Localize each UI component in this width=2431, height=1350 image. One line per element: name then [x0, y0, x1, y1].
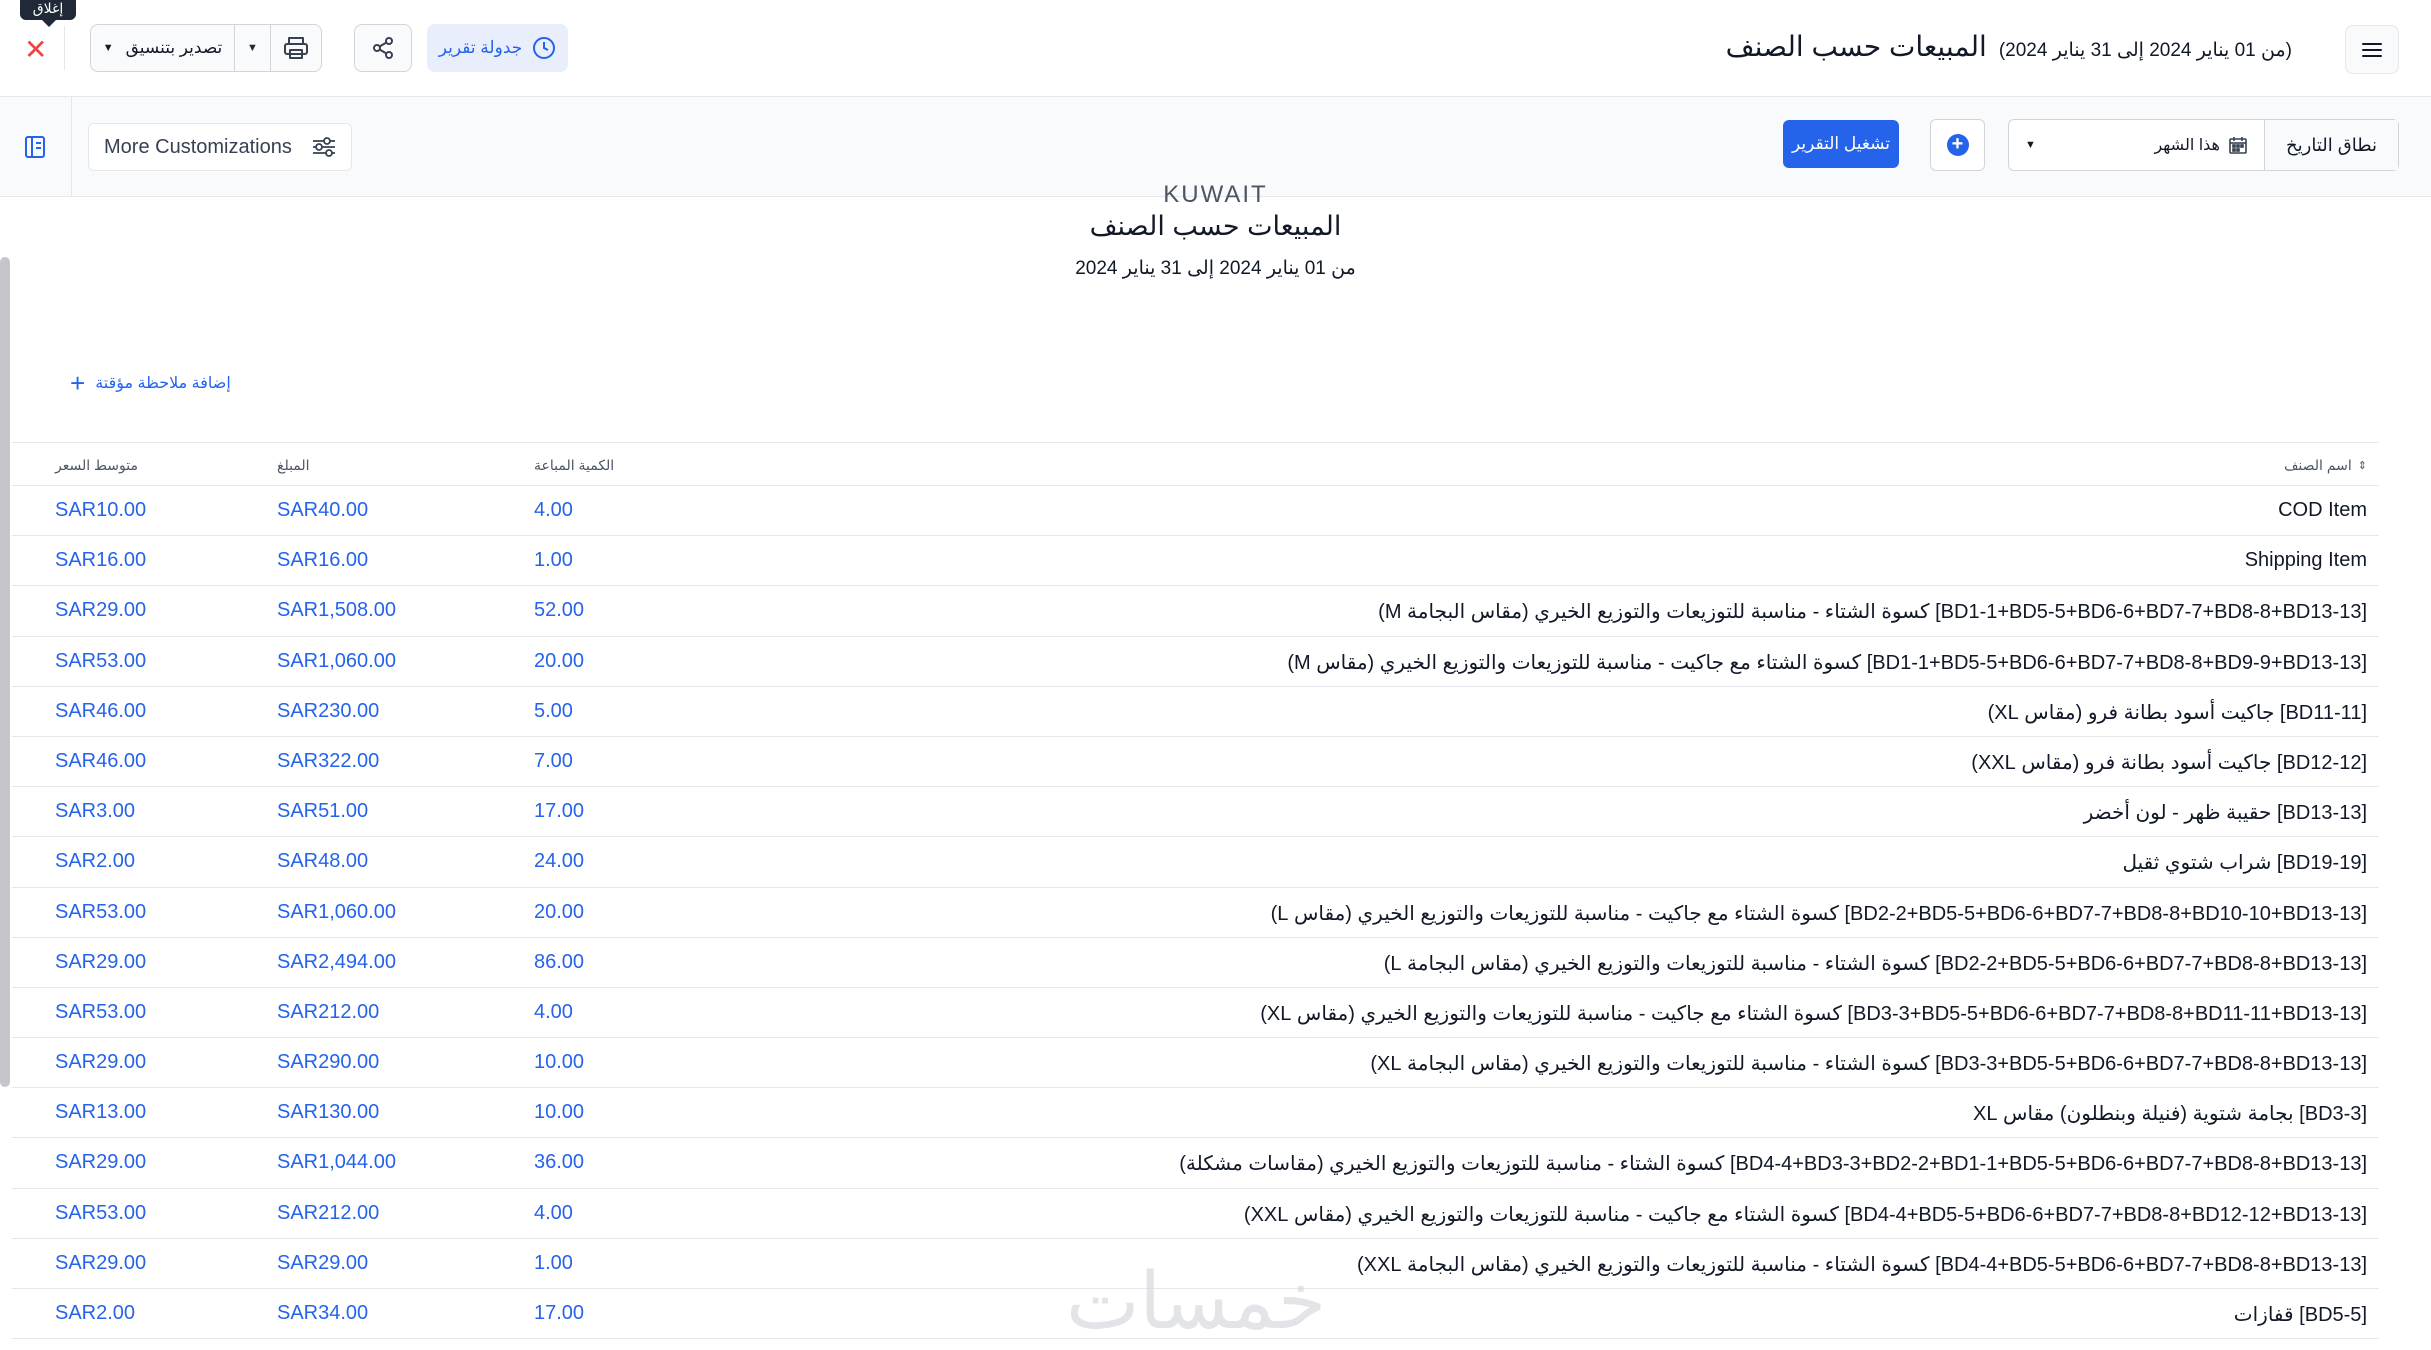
table-row: [12, 586, 2379, 636]
print-button[interactable]: [271, 25, 321, 71]
run-report-button[interactable]: تشغيل التقرير: [1783, 120, 1899, 168]
item-name-cell[interactable]: [BD2-2+BD5-5+BD6-6+BD7-7+BD8-8+BD13-13] كسوة الشتاء - مناسبة للتوزيعات والتوزيع الخيري (مقاس البجامة L): [1383, 952, 2367, 975]
scrollbar[interactable]: [0, 257, 10, 1087]
table-row: [12, 536, 2379, 586]
quantity-cell[interactable]: 7.00: [534, 749, 573, 772]
avg-price-cell[interactable]: SAR3.00: [55, 800, 136, 823]
amount-cell[interactable]: SAR51.00: [277, 800, 369, 823]
avg-price-cell[interactable]: SAR29.00: [55, 1151, 147, 1174]
quantity-cell[interactable]: 20.00: [534, 900, 585, 923]
menu-button[interactable]: [2345, 25, 2399, 74]
item-name-cell[interactable]: [BD1-1+BD5-5+BD6-6+BD7-7+BD8-8+BD13-13] كسوة الشتاء - مناسبة للتوزيعات والتوزيع الخيري (مقاس البجامة M): [1378, 601, 2367, 624]
report-date-range: من 01 يناير 2024 إلى 31 يناير 2024: [1075, 258, 1356, 279]
quantity-cell[interactable]: 86.00: [534, 950, 585, 973]
add-note-label: إضافة ملاحظة مؤقتة: [95, 375, 231, 392]
plus-icon: +: [70, 368, 86, 398]
avg-price-cell[interactable]: SAR53.00: [55, 1000, 147, 1023]
quantity-cell[interactable]: 4.00: [534, 1201, 573, 1224]
chevron-down-icon: ▼: [102, 42, 114, 54]
date-range-select[interactable]: [2009, 120, 2264, 170]
item-name-cell[interactable]: [BD12-12] جاكيت أسود بطانة فرو (مقاس XXL): [1971, 751, 2367, 774]
table-row: [12, 1088, 2379, 1138]
item-name-cell[interactable]: [BD4-4+BD3-3+BD2-2+BD1-1+BD5-5+BD6-6+BD7-7+BD8-8+BD13-13] كسوة الشتاء - مناسبة للتوزيعات والتوزيع الخيري (مقاسات مشكلة): [1179, 1153, 2367, 1176]
avg-price-cell[interactable]: SAR29.00: [55, 1251, 147, 1274]
date-range-value: هذا الشهر: [2154, 137, 2220, 154]
export-label: تصدير بتنسيق: [125, 38, 223, 57]
amount-cell[interactable]: SAR40.00: [277, 499, 369, 521]
avg-price-cell[interactable]: SAR29.00: [55, 599, 147, 622]
column-avg-price[interactable]: متوسط السعر: [55, 457, 138, 473]
amount-cell[interactable]: SAR322.00: [277, 749, 380, 772]
amount-cell[interactable]: SAR230.00: [277, 699, 380, 722]
add-temp-note-link[interactable]: [70, 370, 231, 396]
avg-price-cell[interactable]: SAR53.00: [55, 649, 147, 672]
avg-price-cell[interactable]: SAR46.00: [55, 699, 147, 722]
amount-cell[interactable]: SAR1,044.00: [277, 1151, 396, 1174]
amount-cell[interactable]: SAR16.00: [277, 549, 369, 572]
report-body: [0, 181, 2431, 1350]
table-row: [12, 988, 2379, 1038]
report-title: المبيعات حسب الصنف: [1089, 211, 1342, 241]
table-row: [12, 737, 2379, 787]
amount-cell[interactable]: SAR34.00: [277, 1302, 369, 1324]
more-customizations-button[interactable]: [88, 123, 352, 171]
table-row: [12, 1138, 2379, 1188]
sliders-icon: [311, 135, 337, 159]
amount-cell[interactable]: SAR130.00: [277, 1101, 380, 1124]
hamburger-icon: [2362, 43, 2382, 57]
quantity-cell[interactable]: 10.00: [534, 1101, 585, 1124]
avg-price-cell[interactable]: SAR29.00: [55, 1051, 147, 1074]
amount-cell[interactable]: SAR212.00: [277, 1000, 380, 1023]
print-options-dropdown[interactable]: [235, 25, 271, 71]
plus-circle-icon: +: [1947, 134, 1969, 156]
avg-price-cell[interactable]: SAR46.00: [55, 749, 147, 772]
amount-cell[interactable]: SAR1,508.00: [277, 599, 396, 622]
more-customizations-label: More Customizations: [104, 135, 292, 158]
amount-cell[interactable]: SAR212.00: [277, 1201, 380, 1224]
schedule-report-button[interactable]: [427, 24, 568, 72]
item-name-cell[interactable]: [BD11-11] جاكيت أسود بطانة فرو (مقاس XL): [1987, 701, 2367, 724]
report-header: [0, 0, 2431, 97]
column-amount[interactable]: المبلغ: [277, 457, 310, 473]
item-name-cell[interactable]: COD Item: [2278, 499, 2367, 521]
item-name-cell[interactable]: [BD13-13] حقيبة ظهر - لون أخضر: [2083, 802, 2367, 825]
column-item-name-label: اسم الصنف: [2283, 457, 2352, 473]
table-header: [12, 442, 2379, 486]
close-tooltip: إغلاق: [20, 0, 76, 20]
avg-price-cell[interactable]: SAR13.00: [55, 1101, 147, 1124]
table-row: [12, 787, 2379, 837]
quantity-cell[interactable]: 1.00: [534, 549, 573, 572]
company-name: KUWAIT: [1163, 181, 1268, 208]
chevron-down-icon: ▼: [247, 42, 258, 54]
quantity-cell[interactable]: 17.00: [534, 1302, 585, 1324]
amount-cell[interactable]: SAR48.00: [277, 850, 369, 873]
avg-price-cell[interactable]: SAR29.00: [55, 950, 147, 973]
report-table: [12, 442, 2379, 1339]
quantity-cell[interactable]: 24.00: [534, 850, 585, 873]
share-icon: [371, 36, 395, 60]
quantity-cell[interactable]: 1.00: [534, 1251, 573, 1274]
quantity-cell[interactable]: 17.00: [534, 800, 585, 823]
table-row: [12, 837, 2379, 887]
date-range-label: نطاق التاريخ: [2264, 120, 2398, 170]
amount-cell[interactable]: SAR29.00: [277, 1251, 369, 1274]
avg-price-cell[interactable]: SAR2.00: [55, 850, 136, 873]
export-button-group: [90, 24, 322, 72]
amount-cell[interactable]: SAR1,060.00: [277, 900, 396, 923]
item-name-cell[interactable]: [BD4-4+BD5-5+BD6-6+BD7-7+BD8-8+BD12-12+BD13-13] كسوة الشتاء مع جاكيت - مناسبة للتوزيعات والتوزيع الخيري (مقاس XXL): [1243, 1203, 2367, 1226]
calendar-icon: [2228, 135, 2248, 155]
item-name-cell[interactable]: [BD3-3+BD5-5+BD6-6+BD7-7+BD8-8+BD11-11+BD13-13] كسوة الشتاء مع جاكيت - مناسبة للتوزيعات والتوزيع الخيري (مقاس XL): [1260, 1002, 2367, 1025]
schedule-label: جدولة تقرير: [438, 38, 523, 57]
quantity-cell[interactable]: 20.00: [534, 649, 585, 672]
add-filter-button[interactable]: [1930, 119, 1985, 171]
column-quantity[interactable]: الكمية المباعة: [534, 457, 615, 473]
quantity-cell[interactable]: 10.00: [534, 1051, 585, 1074]
avg-price-cell[interactable]: SAR16.00: [55, 549, 147, 572]
item-name-cell[interactable]: [BD19-19] شراب شتوي ثقيل: [2122, 852, 2367, 875]
table-row: [12, 637, 2379, 687]
avg-price-cell[interactable]: SAR10.00: [55, 499, 147, 521]
table-row: [12, 1038, 2379, 1088]
share-button[interactable]: [354, 24, 412, 72]
table-row: [12, 888, 2379, 938]
header-title-block: [1726, 30, 2292, 63]
amount-cell[interactable]: SAR290.00: [277, 1051, 380, 1074]
quantity-cell[interactable]: 4.00: [534, 499, 573, 521]
item-name-cell[interactable]: [BD3-3] بجامة شتوية (فنيلة وبنطلون) مقاس XL: [1973, 1103, 2367, 1126]
page-date-range: (من 01 يناير 2024 إلى 31 يناير 2024): [1998, 40, 2292, 61]
table-row: [12, 938, 2379, 988]
chevron-down-icon: ▼: [2025, 139, 2036, 151]
clock-icon: [532, 36, 556, 60]
divider: [64, 26, 65, 70]
table-row: [12, 1189, 2379, 1239]
page-title: المبيعات حسب الصنف: [1725, 31, 1987, 62]
quantity-cell[interactable]: 52.00: [534, 599, 585, 622]
watermark-logo: خمسات: [1066, 1257, 1327, 1347]
quantity-cell[interactable]: 4.00: [534, 1000, 573, 1023]
quantity-cell[interactable]: 36.00: [534, 1151, 585, 1174]
avg-price-cell[interactable]: SAR53.00: [55, 900, 147, 923]
avg-price-cell[interactable]: SAR2.00: [55, 1302, 136, 1324]
item-name-cell[interactable]: [BD3-3+BD5-5+BD6-6+BD7-7+BD8-8+BD13-13] كسوة الشتاء - مناسبة للتوزيعات والتوزيع الخيري (مقاس البجامة XL): [1370, 1053, 2367, 1076]
table-row: [12, 687, 2379, 737]
sort-icon: ⇕: [2357, 460, 2367, 472]
quantity-cell[interactable]: 5.00: [534, 699, 573, 722]
amount-cell[interactable]: SAR2,494.00: [277, 950, 396, 973]
sidebar-panel-icon: [23, 134, 49, 160]
avg-price-cell[interactable]: SAR53.00: [55, 1201, 147, 1224]
item-name-cell[interactable]: Shipping Item: [2244, 549, 2367, 572]
item-name-cell[interactable]: [BD2-2+BD5-5+BD6-6+BD7-7+BD8-8+BD10-10+BD13-13] كسوة الشتاء مع جاكيت - مناسبة للتوزيعات والتوزيع الخيري (مقاس L): [1270, 902, 2367, 925]
close-icon[interactable]: ✕: [24, 34, 48, 65]
printer-icon: [283, 36, 309, 60]
item-name-cell[interactable]: [BD1-1+BD5-5+BD6-6+BD7-7+BD8-8+BD9-9+BD13-13] كسوة الشتاء مع جاكيت - مناسبة للتوزيعات والتوزيع الخيري (مقاس M): [1287, 651, 2367, 674]
table-body: [12, 486, 2379, 1339]
date-range-filter[interactable]: [2008, 119, 2399, 171]
export-button[interactable]: [91, 25, 235, 71]
item-name-cell[interactable]: [BD5-5] قفازات: [2233, 1304, 2367, 1326]
column-item-name[interactable]: [2284, 457, 2367, 474]
amount-cell[interactable]: SAR1,060.00: [277, 649, 396, 672]
table-row: [12, 486, 2379, 536]
item-name-cell[interactable]: [BD4-4+BD5-5+BD6-6+BD7-7+BD8-8+BD13-13] كسوة الشتاء - مناسبة للتوزيعات والتوزيع الخيري (مقاس البجامة XXL): [1357, 1253, 2367, 1276]
